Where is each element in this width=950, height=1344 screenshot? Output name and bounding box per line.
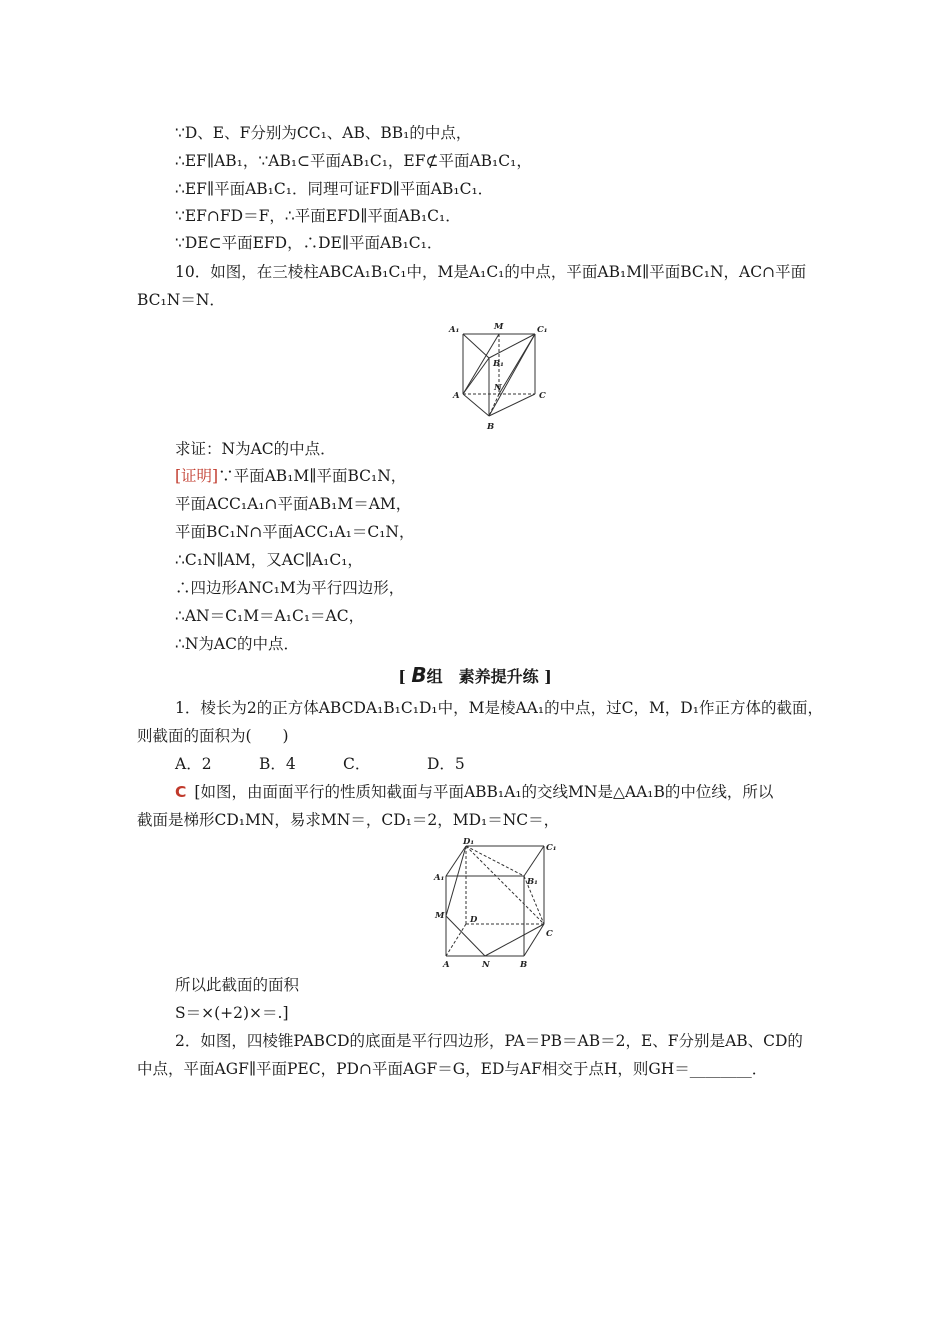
label-D: D [470, 915, 478, 925]
text-line: ∵EF∩FD＝F，∴平面EFD∥平面AB₁C₁． [175, 207, 461, 225]
label-A1: A₁ [449, 325, 460, 335]
question-1-line2: 则截面的面积为( ) [137, 727, 289, 745]
question-2-line2: 中点，平面AGF∥平面PEC，PD∩平面AGF＝G，ED与AF相交于点H，则GH＝________． [137, 1060, 768, 1078]
bracket-open: [ [398, 667, 406, 686]
answer-letter: C [175, 783, 187, 801]
label-B: B [520, 960, 528, 970]
label-B1: B₁ [493, 359, 504, 369]
group-letter: B [411, 663, 427, 687]
proof-line: ∴C₁N∥AM，又AC∥A₁C₁， [175, 551, 363, 569]
cube-figure [432, 836, 562, 970]
question-2-line1: 2．如图，四棱锥PABCD的底面是平行四边形，PA＝PB＝AB＝2，E、F分别是AB、CD的 [175, 1032, 803, 1050]
answer-line3: 所以此截面的面积 [175, 976, 300, 994]
label-C1: C₁ [537, 325, 548, 335]
question-10-prompt: 求证：N为AC的中点． [175, 440, 336, 458]
proof-text: ∵平面AB₁M∥平面BC₁N， [218, 467, 407, 485]
label-B1: B₁ [527, 877, 538, 887]
proof-line: ∴AN＝C₁M＝A₁C₁＝AC， [175, 607, 365, 625]
label-M: M [494, 322, 504, 332]
proof-line: ∴N为AC的中点． [175, 635, 299, 653]
text-line: ∵DE⊂平面EFD，∴DE∥平面AB₁C₁． [175, 234, 443, 252]
option-c: C． [343, 755, 371, 773]
label-N: N [482, 960, 490, 970]
label-N: N [494, 383, 502, 393]
label-B: B [487, 422, 495, 432]
section-title: 组 素养提升练 [426, 667, 539, 686]
options-row [175, 754, 465, 774]
proof-line: 平面ACC₁A₁∩平面AB₁M＝AM， [175, 495, 412, 513]
section-heading [0, 664, 950, 688]
answer-line1 [175, 782, 773, 802]
label-C: C [539, 391, 546, 401]
text-line: ∴EF∥AB₁，∵AB₁⊂平面AB₁C₁，EF⊄平面AB₁C₁， [175, 152, 532, 170]
label-C: C [546, 929, 553, 939]
question-10-line2: BC₁N＝N． [137, 291, 225, 309]
label-A: A [453, 391, 460, 401]
bracket-close: ] [544, 667, 552, 686]
label-M: M [435, 911, 445, 921]
label-A: A [443, 960, 450, 970]
label-A1: A₁ [434, 873, 445, 883]
question-10-line1: 10．如图，在三棱柱ABCA₁B₁C₁中，M是A₁C₁的中点，平面AB₁M∥平面BC₁N，AC∩平面 [175, 263, 807, 281]
question-1-line1: 1．棱长为2的正方体ABCDA₁B₁C₁D₁中，M是棱AA₁的中点，过C，M，D₁作正方体的截面， [175, 699, 823, 717]
answer-line2: 截面是梯形CD₁MN，易求MN＝，CD₁＝2，MD₁＝NC＝， [137, 811, 560, 829]
option-a: A．2 [175, 755, 212, 773]
answer-line4: S＝×(+2)×＝.] [175, 1004, 289, 1022]
label-C1: C₁ [546, 843, 557, 853]
proof-line: ∴四边形ANC₁M为平行四边形， [175, 579, 405, 597]
option-b: B．4 [259, 755, 296, 773]
proof-line: 平面BC₁N∩平面ACC₁A₁＝C₁N， [175, 523, 415, 541]
option-d: D．5 [427, 755, 465, 773]
proof-first-line [175, 466, 406, 486]
text-line: ∴EF∥平面AB₁C₁．同理可证FD∥平面AB₁C₁． [175, 180, 494, 198]
text-line: ∵D、E、F分别为CC₁、AB、BB₁的中点， [175, 124, 472, 142]
prism-figure [445, 318, 555, 436]
proof-tag: [证明] [175, 467, 219, 485]
label-D1: D₁ [463, 837, 475, 847]
answer-text: [如图，由面面平行的性质知截面与平面ABB₁A₁的交线MN是△AA₁B的中位线，所以 [194, 783, 774, 801]
